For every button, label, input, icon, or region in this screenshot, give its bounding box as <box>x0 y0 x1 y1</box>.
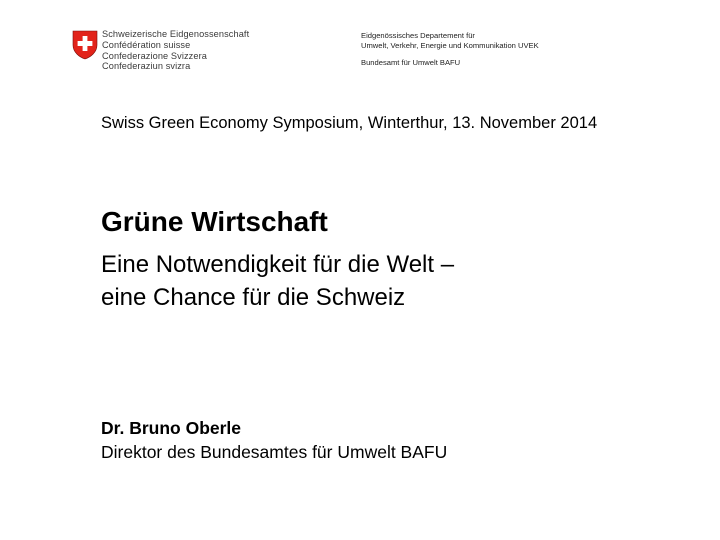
speaker-role: Direktor des Bundesamtes für Umwelt BAFU <box>101 442 448 462</box>
confederation-name-it: Confederazione Svizzera <box>102 50 207 61</box>
confederation-name-fr: Confédération suisse <box>102 39 191 50</box>
confederation-name-rm: Confederaziun svizra <box>102 61 191 72</box>
swiss-coat-of-arms-icon <box>72 30 98 60</box>
confederation-names <box>102 29 249 72</box>
department-line-2: Umwelt, Verkehr, Energie und Kommunikation UVEK <box>361 41 539 50</box>
subtitle-line-2: eine Chance für die Schweiz <box>101 284 406 311</box>
coat-cross-horizontal <box>78 41 93 46</box>
speaker-name: Dr. Bruno Oberle <box>101 418 242 438</box>
slide-subtitle <box>101 248 454 314</box>
office-name: Bundesamt für Umwelt BAFU <box>361 58 461 67</box>
event-line: Swiss Green Economy Symposium, Winterthur, 13. November 2014 <box>101 114 598 132</box>
department-block <box>361 31 539 68</box>
subtitle-line-1: Eine Notwendigkeit für die Welt – <box>101 251 455 278</box>
department-line-1: Eidgenössisches Departement für <box>361 31 475 40</box>
slide-title: Grüne Wirtschaft <box>101 206 328 237</box>
confederation-name-de: Schweizerische Eidgenossenschaft <box>102 29 250 39</box>
